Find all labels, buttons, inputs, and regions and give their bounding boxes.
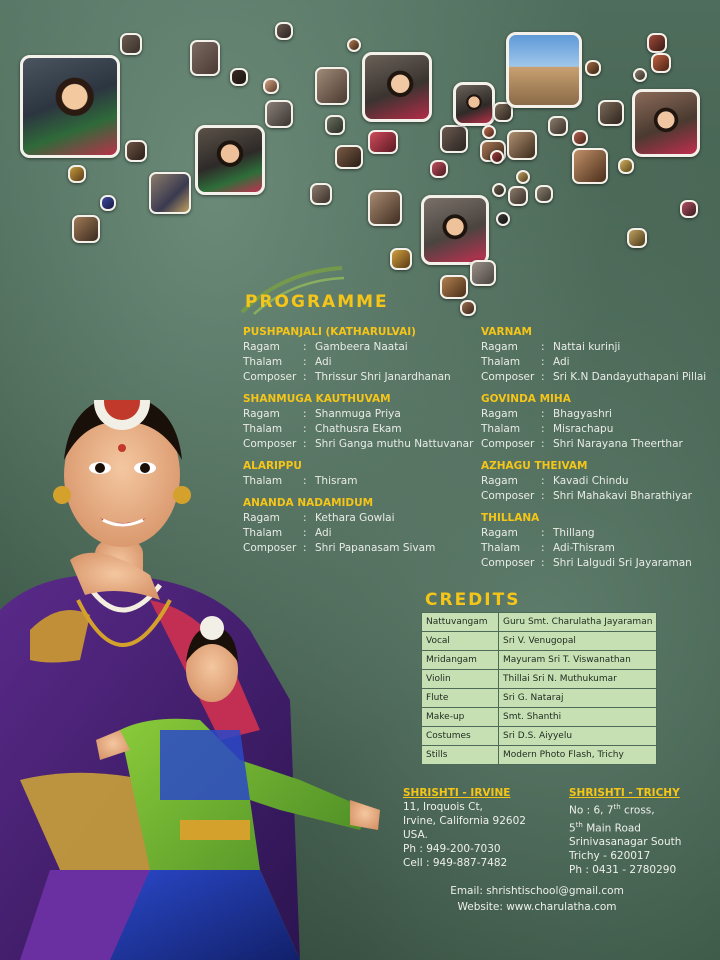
collage-photo-tile (263, 78, 279, 94)
detail-key: Ragam (481, 475, 518, 487)
collage-photo-tile (368, 130, 398, 154)
credit-role: Make-up (422, 708, 499, 727)
collage-photo-tile (585, 60, 601, 76)
detail-key: Thalam (243, 356, 283, 368)
programme-item-title: AZHAGU THEIVAM (481, 460, 588, 472)
detail-colon: : (303, 341, 307, 353)
detail-value: Shri Papanasam Sivam (315, 542, 436, 554)
contact-website: Website: www.charulatha.com (457, 901, 617, 913)
credits-row (422, 651, 657, 670)
address-line: 11, Iroquois Ct, (403, 801, 483, 813)
collage-photo-tile (535, 185, 553, 203)
collage-photo-tile (507, 130, 537, 160)
detail-value: Adi (553, 356, 570, 368)
detail-colon: : (303, 438, 307, 450)
credit-role: Nattuvangam (422, 613, 499, 632)
programme-item-title: PUSHPANJALI (KATHARULVAI) (243, 326, 416, 338)
detail-key: Ragam (243, 408, 280, 420)
detail-value: Thrissur Shri Janardhanan (315, 371, 451, 383)
credits-row (422, 689, 657, 708)
detail-colon: : (303, 512, 307, 524)
detail-colon: : (541, 341, 545, 353)
address-trichy-title: SHRISHTI - TRICHY (569, 787, 680, 799)
detail-value: Shri Ganga muthu Nattuvanar (315, 438, 474, 450)
credits-row (422, 708, 657, 727)
detail-colon: : (303, 356, 307, 368)
programme-item-title: ALARIPPU (243, 460, 302, 472)
contact-email: Email: shrishtischool@gmail.com (450, 885, 624, 897)
address-irvine (403, 786, 526, 870)
credit-role: Flute (422, 689, 499, 708)
detail-colon: : (303, 371, 307, 383)
detail-key: Thalam (243, 475, 283, 487)
detail-value: Shri Narayana Theerthar (553, 438, 683, 450)
collage-photo-tile (548, 116, 568, 136)
address-line: No : 6, 7th cross, (569, 803, 655, 817)
credit-role: Violin (422, 670, 499, 689)
credits-row (422, 632, 657, 651)
collage-photo-tile (651, 53, 671, 73)
detail-value: Nattai kurinji (553, 341, 621, 353)
detail-colon: : (541, 408, 545, 420)
collage-photo-tile (470, 260, 496, 286)
programme-heading: PROGRAMME (245, 292, 389, 312)
programme-item-title: SHANMUGA KAUTHUVAM (243, 393, 391, 405)
detail-key: Thalam (243, 527, 283, 539)
credits-row (422, 613, 657, 632)
collage-photo-tile (390, 248, 412, 270)
collage-photo-tile (440, 125, 468, 153)
collage-photo-tile (310, 183, 332, 205)
credits-table (421, 612, 657, 765)
detail-value: Misrachapu (553, 423, 614, 435)
collage-photo-tile (460, 300, 476, 316)
collage-photo-tile (120, 33, 142, 55)
collage-photo-tile (680, 200, 698, 218)
detail-key: Composer (243, 438, 297, 450)
collage-photo-tile (275, 22, 293, 40)
collage-photo-tile (325, 115, 345, 135)
collage-photo-tile (440, 275, 468, 299)
credit-name: Sri V. Venugopal (499, 632, 657, 651)
credit-role: Mridangam (422, 651, 499, 670)
detail-key: Thalam (481, 423, 521, 435)
address-line: Trichy - 620017 (569, 850, 651, 862)
collage-photo-tile (627, 228, 647, 248)
address-line: Irvine, California 92602 (403, 815, 526, 827)
credit-role: Vocal (422, 632, 499, 651)
detail-colon: : (541, 527, 545, 539)
credit-name: Mayuram Sri T. Viswanathan (499, 651, 657, 670)
phone-line: Ph : 0431 - 2780290 (569, 864, 677, 876)
detail-colon: : (541, 490, 545, 502)
collage-photo-dancer-6 (632, 89, 700, 157)
collage-photo-tile (265, 100, 293, 128)
programme-item-title: GOVINDA MIHA (481, 393, 571, 405)
detail-colon: : (541, 356, 545, 368)
phone-line: Ph : 949-200-7030 (403, 843, 501, 855)
detail-value: Adi (315, 356, 332, 368)
detail-key: Composer (481, 371, 535, 383)
credit-name: Smt. Shanthi (499, 708, 657, 727)
collage-photo-tile (315, 67, 349, 105)
detail-value: Adi (315, 527, 332, 539)
detail-value: Kavadi Chindu (553, 475, 629, 487)
address-line: 5th Main Road (569, 820, 641, 834)
collage-photo-tile (430, 160, 448, 178)
detail-colon: : (303, 423, 307, 435)
collage-photo-dancer-4 (421, 195, 489, 265)
programme-item-title: VARNAM (481, 326, 532, 338)
credits-row (422, 746, 657, 765)
address-line: Srinivasanagar South (569, 836, 682, 848)
collage-photo-tile (490, 150, 504, 164)
collage-photo-tile (335, 145, 363, 169)
detail-key: Composer (481, 490, 535, 502)
detail-colon: : (541, 423, 545, 435)
detail-key: Composer (243, 542, 297, 554)
credits-row (422, 727, 657, 746)
collage-photo-tile (368, 190, 402, 226)
address-line: USA. (403, 829, 428, 841)
collage-photo-tile (68, 165, 86, 183)
credit-name: Thillai Sri N. Muthukumar (499, 670, 657, 689)
collage-photo-tile (482, 125, 496, 139)
collage-photo-tile (598, 100, 624, 126)
collage-photo-tile (508, 186, 528, 206)
detail-key: Ragam (243, 512, 280, 524)
detail-key: Thalam (481, 542, 521, 554)
collage-photo-dancer-3 (362, 52, 432, 122)
cell-line: Cell : 949-887-7482 (403, 857, 508, 869)
collage-photo-tile (100, 195, 116, 211)
credit-name: Sri D.S. Aiyyelu (499, 727, 657, 746)
collage-photo-dancer-2 (195, 125, 265, 195)
programme-item-title: THILLANA (481, 512, 540, 524)
detail-colon: : (541, 371, 545, 383)
collage-photo-dancer-5 (453, 82, 495, 126)
collage-photo-tile (633, 68, 647, 82)
programme-item-title: ANANDA NADAMIDUM (243, 497, 374, 509)
collage-photo-tile (347, 38, 361, 52)
credit-role: Stills (422, 746, 499, 765)
collage-photo-tile (149, 172, 191, 214)
detail-key: Ragam (243, 341, 280, 353)
collage-photo-tile (72, 215, 100, 243)
detail-key: Thalam (243, 423, 283, 435)
detail-key: Composer (481, 557, 535, 569)
credit-name: Sri G. Nataraj (499, 689, 657, 708)
collage-photo-tile (647, 33, 667, 53)
collage-photo-tile (516, 170, 530, 184)
detail-value: Adi-Thisram (553, 542, 615, 554)
credit-role: Costumes (422, 727, 499, 746)
address-irvine-title: SHRISHTI - IRVINE (403, 787, 511, 799)
detail-value: Shri Mahakavi Bharathiyar (553, 490, 692, 502)
detail-colon: : (303, 408, 307, 420)
credits-heading: CREDITS (425, 590, 521, 610)
detail-value: Shanmuga Priya (315, 408, 401, 420)
collage-photo-tile (190, 40, 220, 76)
detail-colon: : (541, 557, 545, 569)
detail-value: Shri Lalgudi Sri Jayaraman (553, 557, 692, 569)
credit-name: Guru Smt. Charulatha Jayaraman (499, 613, 657, 632)
credits-row (422, 670, 657, 689)
detail-key: Ragam (481, 527, 518, 539)
collage-photo-tile (572, 130, 588, 146)
address-trichy (569, 786, 681, 877)
credit-name: Modern Photo Flash, Trichy (499, 746, 657, 765)
detail-key: Ragam (481, 408, 518, 420)
detail-key: Ragam (481, 341, 518, 353)
main-dancer-image (0, 400, 400, 960)
detail-key: Composer (481, 438, 535, 450)
detail-colon: : (303, 475, 307, 487)
collage-photo-tile (230, 68, 248, 86)
detail-colon: : (541, 438, 545, 450)
detail-value: Kethara Gowlai (315, 512, 395, 524)
detail-colon: : (303, 542, 307, 554)
detail-value: Sri K.N Dandayuthapani Pillai (553, 371, 707, 383)
detail-key: Composer (243, 371, 297, 383)
detail-colon: : (541, 542, 545, 554)
detail-value: Chathusra Ekam (315, 423, 402, 435)
detail-colon: : (303, 527, 307, 539)
collage-photo-tile (496, 212, 510, 226)
detail-key: Thalam (481, 356, 521, 368)
detail-value: Thillang (553, 527, 595, 539)
detail-colon: : (541, 475, 545, 487)
collage-photo-tile (572, 148, 608, 184)
detail-value: Bhagyashri (553, 408, 612, 420)
detail-value: Thisram (315, 475, 358, 487)
collage-photo-tile (125, 140, 147, 162)
collage-photo-temple (506, 32, 582, 108)
collage-photo-tile (618, 158, 634, 174)
detail-value: Gambeera Naatai (315, 341, 408, 353)
collage-photo-dancer-1 (20, 55, 120, 158)
collage-photo-tile (492, 183, 506, 197)
